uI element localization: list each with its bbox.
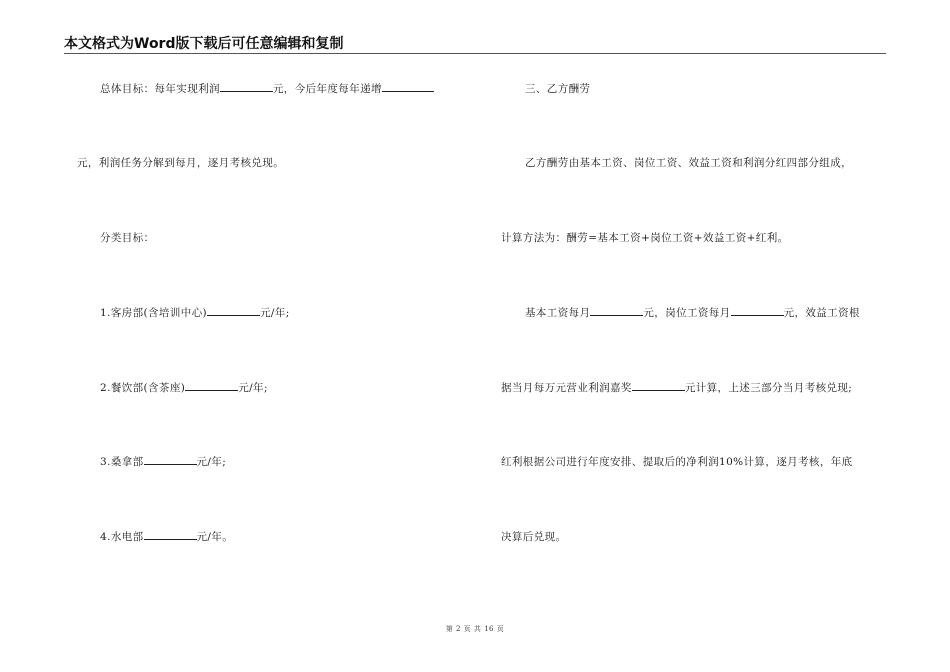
text-line: 分类目标：: [100, 232, 155, 244]
text-line: [100, 305, 290, 320]
text-segment: 元，今后年度每年递增: [272, 83, 382, 95]
document-header-title: 本文格式为Word版下载后可任意编辑和复制: [64, 36, 344, 52]
text-line: [100, 81, 434, 96]
text-segment: 1.客房部(含培训中心): [100, 307, 208, 319]
text-line: 红利根据公司进行年度安排、提取后的净利润10%计算，逐月考核，年底: [501, 456, 853, 468]
text-segment: 元/年;: [196, 456, 227, 468]
text-line: [100, 380, 268, 395]
fill-blank: [590, 306, 643, 316]
text-segment: 3.桑拿部: [100, 456, 144, 468]
fill-blank: [382, 82, 434, 92]
fill-blank: [144, 455, 197, 465]
text-segment: 元/年。: [196, 531, 234, 543]
text-segment: 4.水电部: [100, 531, 144, 543]
text-segment: 据当月每万元营业利润嘉奖: [501, 382, 632, 394]
text-line: 元，利润任务分解到每月，逐月考核兑现。: [77, 157, 285, 169]
fill-blank: [731, 306, 784, 316]
text-segment: 元/年;: [238, 382, 268, 394]
text-segment: 2.餐饮部(含茶座): [100, 382, 186, 394]
fill-blank: [185, 381, 238, 391]
text-line: [100, 529, 233, 544]
text-line: [100, 454, 226, 469]
text-segment: 基本工资每月: [525, 307, 591, 319]
text-segment: 元计算，上述三部分当月考核兑现;: [684, 382, 853, 394]
header-divider: [64, 53, 886, 54]
fill-blank: [144, 530, 197, 540]
text-segment: 元/年;: [260, 307, 290, 319]
fill-blank: [220, 82, 273, 92]
text-line: 乙方酬劳由基本工资、岗位工资、效益工资和利润分红四部分组成，: [525, 157, 852, 169]
text-segment: 总体目标：每年实现利润: [100, 83, 220, 95]
text-line: 计算方法为：酬劳=基本工资+岗位工资+效益工资+红利。: [501, 232, 789, 244]
text-line: [501, 380, 852, 395]
fill-blank: [632, 381, 685, 391]
text-line: 决算后兑现。: [501, 531, 567, 543]
text-line: [525, 305, 860, 320]
section-heading: 三、乙方酬劳: [525, 83, 591, 95]
page-number-footer: 第 2 页 共 16 页: [445, 625, 505, 633]
text-segment: 元，效益工资根: [783, 307, 860, 319]
fill-blank: [207, 306, 260, 316]
text-segment: 元，岗位工资每月: [643, 307, 731, 319]
